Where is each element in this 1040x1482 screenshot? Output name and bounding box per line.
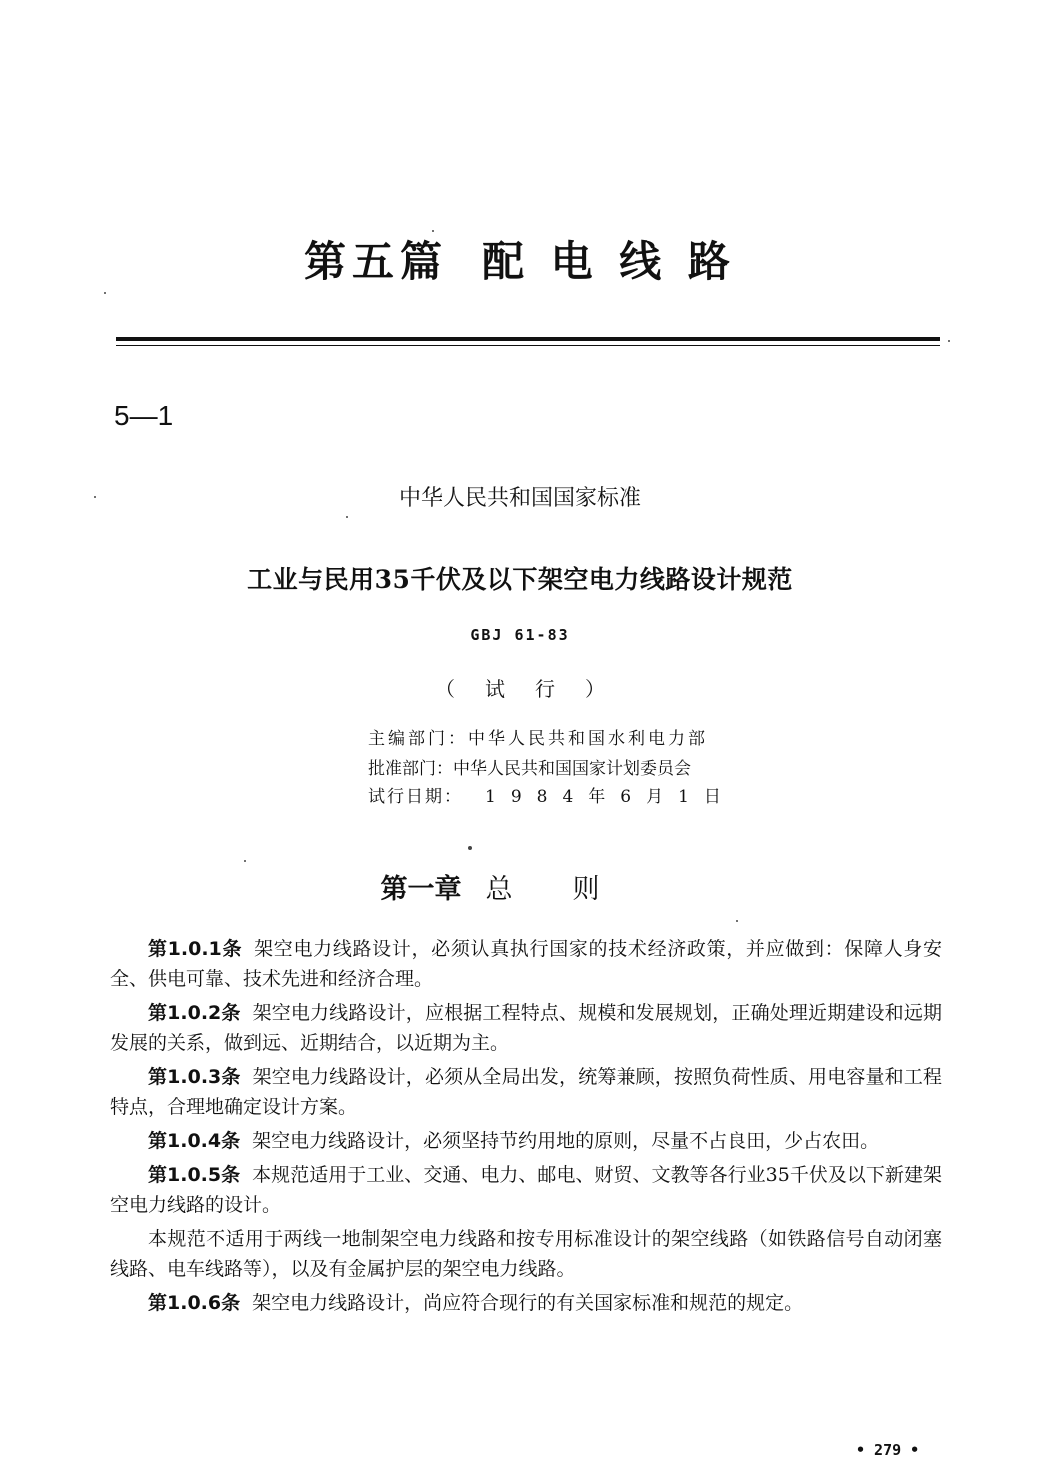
article-list [110, 934, 942, 1322]
article-text: 架空电力线路设计，必须认真执行国家的技术经济政策，并应做到：保障人身安全、供电可靠、技术先进和经济合理。 [110, 938, 942, 990]
spec-title: 工业与民用35千伏及以下架空电力线路设计规范 [247, 565, 793, 594]
part-title [0, 232, 1040, 292]
editor-value: 中华人民共和国水利电力部 [468, 729, 708, 749]
article-text: 本规范不适用于两线一地制架空电力线路和按专用标准设计的架空线路（如铁路信号自动闭塞线路、电车线路等），以及有金属护层的架空电力线路。 [110, 1228, 942, 1280]
article-text: 架空电力线路设计，必须坚持节约用地的原则，尽量不占良田，少占农田。 [252, 1130, 880, 1152]
scan-speck [104, 292, 106, 294]
article [110, 1062, 942, 1122]
scan-speck [948, 340, 950, 342]
article [110, 1160, 942, 1220]
chapter-title [0, 870, 1040, 910]
article-label: 第1.0.5条 [148, 1164, 241, 1186]
meta-editor [368, 726, 708, 752]
article [110, 1126, 942, 1156]
article-label: 第1.0.1条 [148, 938, 243, 960]
scan-speck [432, 230, 434, 232]
date-value: 1984年6月1日 [485, 787, 736, 807]
page-number: • 279 • [856, 1441, 920, 1459]
part-name: 配 电 线 路 [482, 237, 736, 286]
scan-speck [244, 860, 246, 862]
title-rule-thick [116, 337, 940, 341]
article-label: 第1.0.2条 [148, 1002, 241, 1024]
scan-speck [468, 846, 472, 850]
doc-number: 5—1 [114, 400, 174, 431]
title-rule-thin [116, 345, 940, 346]
spec-code: GBJ 61-83 [470, 626, 570, 644]
article-label: 第1.0.4条 [148, 1130, 241, 1152]
scan-speck [94, 496, 96, 498]
part-number: 第五篇 [304, 237, 449, 286]
standard-org: 中华人民共和国国家标准 [398, 486, 641, 511]
article [110, 1288, 942, 1318]
scan-speck [346, 516, 348, 518]
editor-label: 主编部门： [368, 729, 468, 749]
approver-label: 批准部门： [368, 759, 453, 779]
article-text: 架空电力线路设计，应根据工程特点、规模和发展规划，正确处理近期建设和远期发展的关系，做到远、近期结合，以近期为主。 [110, 1002, 942, 1054]
article-label: 第1.0.3条 [148, 1066, 241, 1088]
article-text: 本规范适用于工业、交通、电力、邮电、财贸、文教等各行业35千伏及以下新建架空电力线路的设计。 [110, 1164, 942, 1216]
article-text: 架空电力线路设计，必须从全局出发，统筹兼顾，按照负荷性质、用电容量和工程特点，合理地确定设计方案。 [110, 1066, 942, 1118]
scan-speck [736, 920, 738, 922]
article [110, 998, 942, 1058]
trial-label: （试行） [435, 677, 635, 701]
meta-date [368, 784, 736, 810]
article-label: 第1.0.6条 [148, 1292, 241, 1314]
article-continuation [110, 1224, 942, 1284]
date-label: 试行日期： [368, 787, 463, 807]
article-text: 架空电力线路设计，尚应符合现行的有关国家标准和规范的规定。 [252, 1292, 804, 1314]
chapter-name: 总则 [485, 874, 660, 905]
article [110, 934, 942, 994]
chapter-number: 第一章 [380, 874, 462, 905]
meta-approver [368, 756, 691, 782]
approver-value: 中华人民共和国国家计划委员会 [453, 759, 691, 779]
